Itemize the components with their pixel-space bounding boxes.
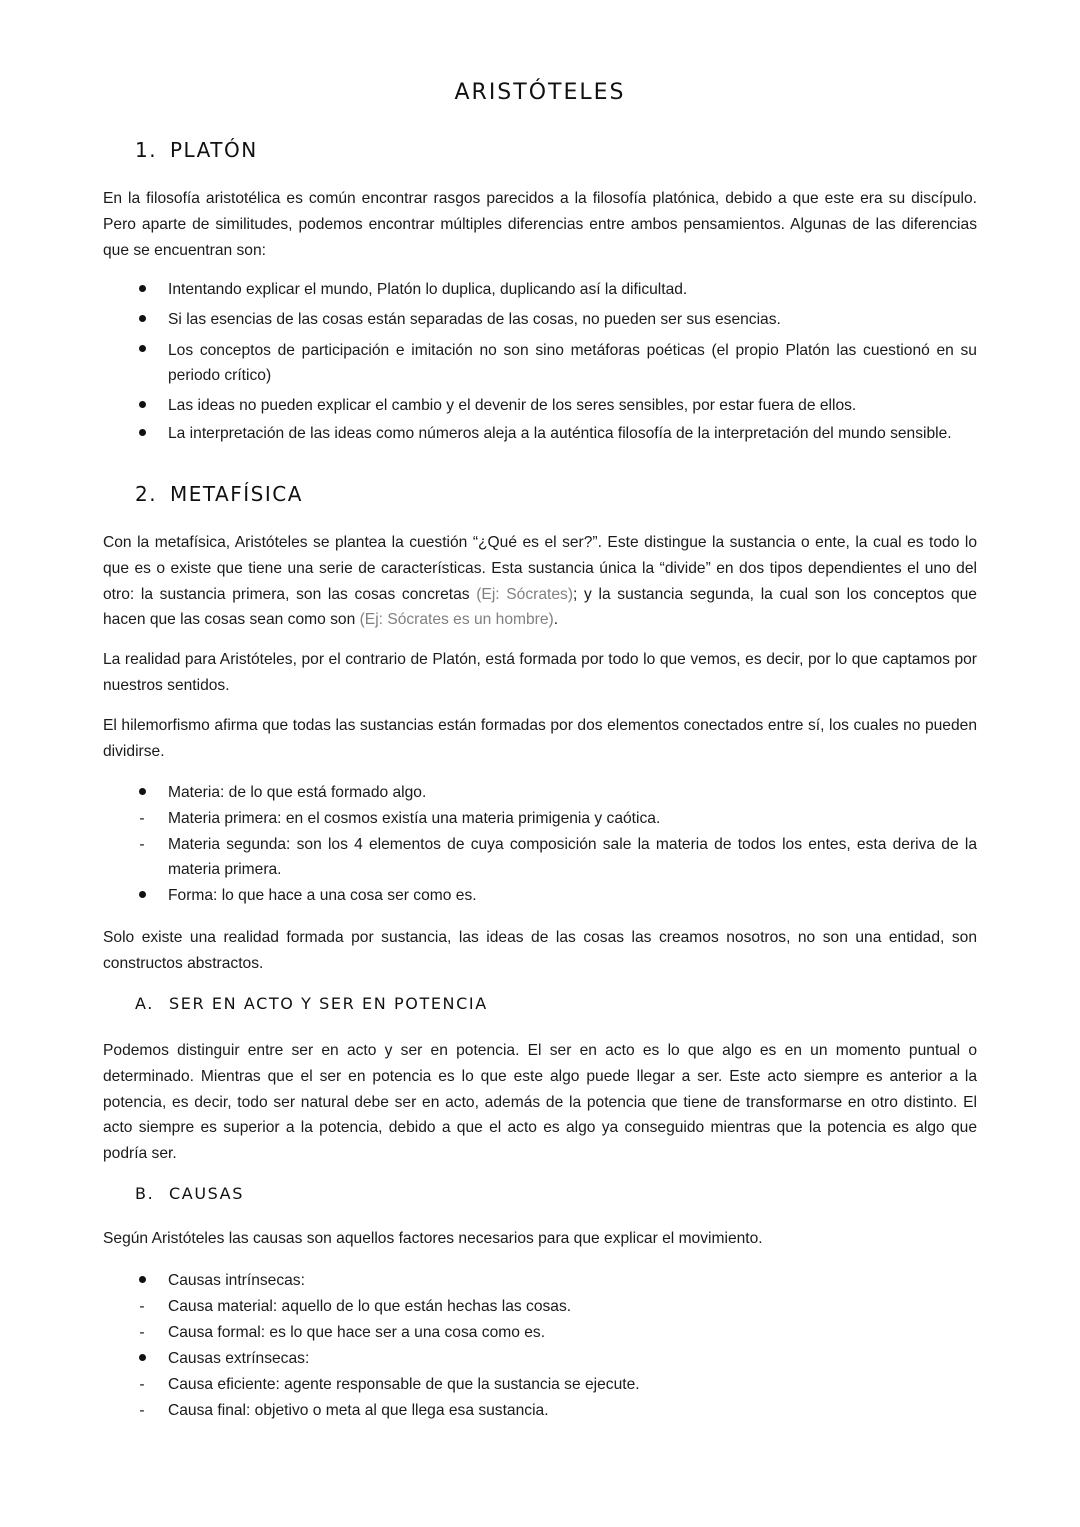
subsection-letter: A. [135, 994, 154, 1013]
list-item-text: Causa final: objetivo o meta al que llega esa sustancia. [168, 1402, 549, 1419]
list-item-text: La interpretación de las ideas como números aleja a la auténtica filosofía de la interpretación del mundo sensible. [168, 424, 952, 442]
subsection-letter: B. [135, 1184, 155, 1203]
list-item [103, 307, 977, 333]
list-item [103, 277, 977, 303]
section-title: METAFÍSICA [170, 482, 303, 506]
list-item-text: Materia segunda: son los 4 elementos de cuya composición sale la materia de todos los entes, esta deriva de la materia primera. [168, 835, 977, 879]
list-item-text: Materia: de lo que está formado algo. [168, 784, 427, 801]
list-item-text: Las ideas no pueden explicar el cambio y el devenir de los seres sensibles, por estar fuera de ellos. [168, 397, 857, 415]
bullet-icon [136, 393, 148, 419]
list-item-text: Intentando explicar el mundo, Platón lo duplica, duplicando así la dificultad. [168, 281, 688, 298]
list-item [103, 338, 977, 390]
list-item-text: Los conceptos de participación e imitación no son sino metáforas poéticas (el propio Platón las cuestionó en su periodo crítico) [168, 341, 977, 385]
list-item [103, 1346, 977, 1372]
list-item-text: Si las esencias de las cosas están separadas de las cosas, no pueden ser sus esencias. [168, 310, 781, 328]
section-number: 2. [135, 482, 158, 506]
bullet-icon [136, 1346, 148, 1372]
list-item [103, 421, 977, 447]
list-item [103, 883, 977, 909]
dash-icon: - [139, 1298, 145, 1315]
section-title: PLATÓN [170, 138, 258, 162]
bullet-icon [136, 307, 148, 333]
list-item-text: Causas extrínsecas: [168, 1350, 310, 1367]
subsection-title: SER EN ACTO Y SER EN POTENCIA [169, 994, 488, 1013]
paragraph: Solo existe una realidad formada por sustancia, las ideas de las cosas las creamos nosotros, no son una entidad, son constructos abstractos. [103, 929, 977, 972]
section-heading-platon [135, 138, 258, 162]
list-item [103, 1320, 977, 1346]
dash-icon: - [139, 1324, 145, 1341]
list-item [103, 393, 977, 419]
paragraph: En la filosofía aristotélica es común encontrar rasgos parecidos a la filosofía platónica, debido a que este era su discípulo. Pero aparte de similitudes, podemos encontrar múltiples diferencias entre ambos pensamientos. Algunas de las diferencias que se encuentran son: [103, 190, 977, 259]
paragraph: La realidad para Aristóteles, por el contrario de Platón, está formada por todo lo que vemos, es decir, por lo que captamos por nuestros sentidos. [103, 651, 977, 694]
example-text: (Ej: Sócrates) [476, 585, 574, 603]
list-item [103, 780, 977, 806]
causas-list [103, 1268, 977, 1424]
platon-differences-list [103, 277, 977, 447]
paragraph: Podemos distinguir entre ser en acto y ser en potencia. El ser en acto es lo que algo es en un momento puntual o determinado. Mientras que el ser en potencia es lo que este algo puede llegar a ser. Este acto siempre es anterior a la potencia, es decir, todo ser natural debe ser en acto, además de la potencia que tiene de transformarse en otro distinto. El acto siempre es superior a la potencia, debido a que el acto es algo ya conseguido mientras que la potencia es algo que podría ser. [103, 1042, 977, 1163]
list-item [103, 1294, 977, 1320]
paragraph: Según Aristóteles las causas son aquellos factores necesarios para que explicar el movimiento. [103, 1230, 763, 1247]
bullet-icon [136, 338, 148, 364]
bullet-icon [136, 421, 148, 447]
list-item-text: Materia primera: en el cosmos existía una materia primigenia y caótica. [168, 809, 661, 827]
hilemorfismo-list [103, 780, 977, 909]
subsection-title: CAUSAS [169, 1184, 244, 1203]
subsection-heading-causas [135, 1184, 244, 1203]
section-heading-metafisica [135, 482, 303, 506]
list-item [103, 832, 977, 884]
dash-icon: - [139, 1402, 145, 1419]
paragraph: El hilemorfismo afirma que todas las sustancias están formadas por dos elementos conectados entre sí, los cuales no pueden dividirse. [103, 717, 977, 760]
bullet-icon [136, 277, 148, 303]
list-item-text: Causa material: aquello de lo que están hechas las cosas. [168, 1298, 572, 1315]
text: ; y la sustancia segunda, la cual son los conceptos que hacen que las cosas sean como son [103, 585, 977, 629]
text: Con la metafísica, Aristóteles se plantea la cuestión “¿Qué es el ser?”. Este distingue la sustancia o ente, la cual es todo lo que es o existe que tiene una serie de características. Esta sustancia única la “divide” en dos tipos dependientes el uno del otro: la sustancia primera, son las cosas concretas [103, 534, 977, 603]
list-item [103, 1398, 977, 1424]
list-item-text: Causas intrínsecas: [168, 1272, 305, 1289]
dash-icon: - [139, 809, 145, 827]
dash-icon: - [139, 1376, 145, 1393]
text: . [553, 611, 559, 629]
list-item-text: Causa eficiente: agente responsable de que la sustancia se ejecute. [168, 1376, 640, 1393]
paragraph [103, 530, 977, 633]
document-title: ARISTÓTELES [454, 80, 626, 105]
section-number: 1. [135, 138, 158, 162]
list-item-text: Forma: lo que hace a una cosa ser como es. [168, 887, 477, 905]
bullet-icon [136, 883, 148, 909]
dash-icon: - [139, 835, 145, 853]
list-item [103, 806, 977, 832]
bullet-icon [136, 1268, 148, 1294]
list-item-text: Causa formal: es lo que hace ser a una cosa como es. [168, 1324, 546, 1341]
list-item [103, 1268, 977, 1294]
subsection-heading-acto-potencia [135, 994, 488, 1013]
list-item [103, 1372, 977, 1398]
example-text: (Ej: Sócrates es un hombre) [359, 611, 554, 629]
bullet-icon [136, 780, 148, 806]
